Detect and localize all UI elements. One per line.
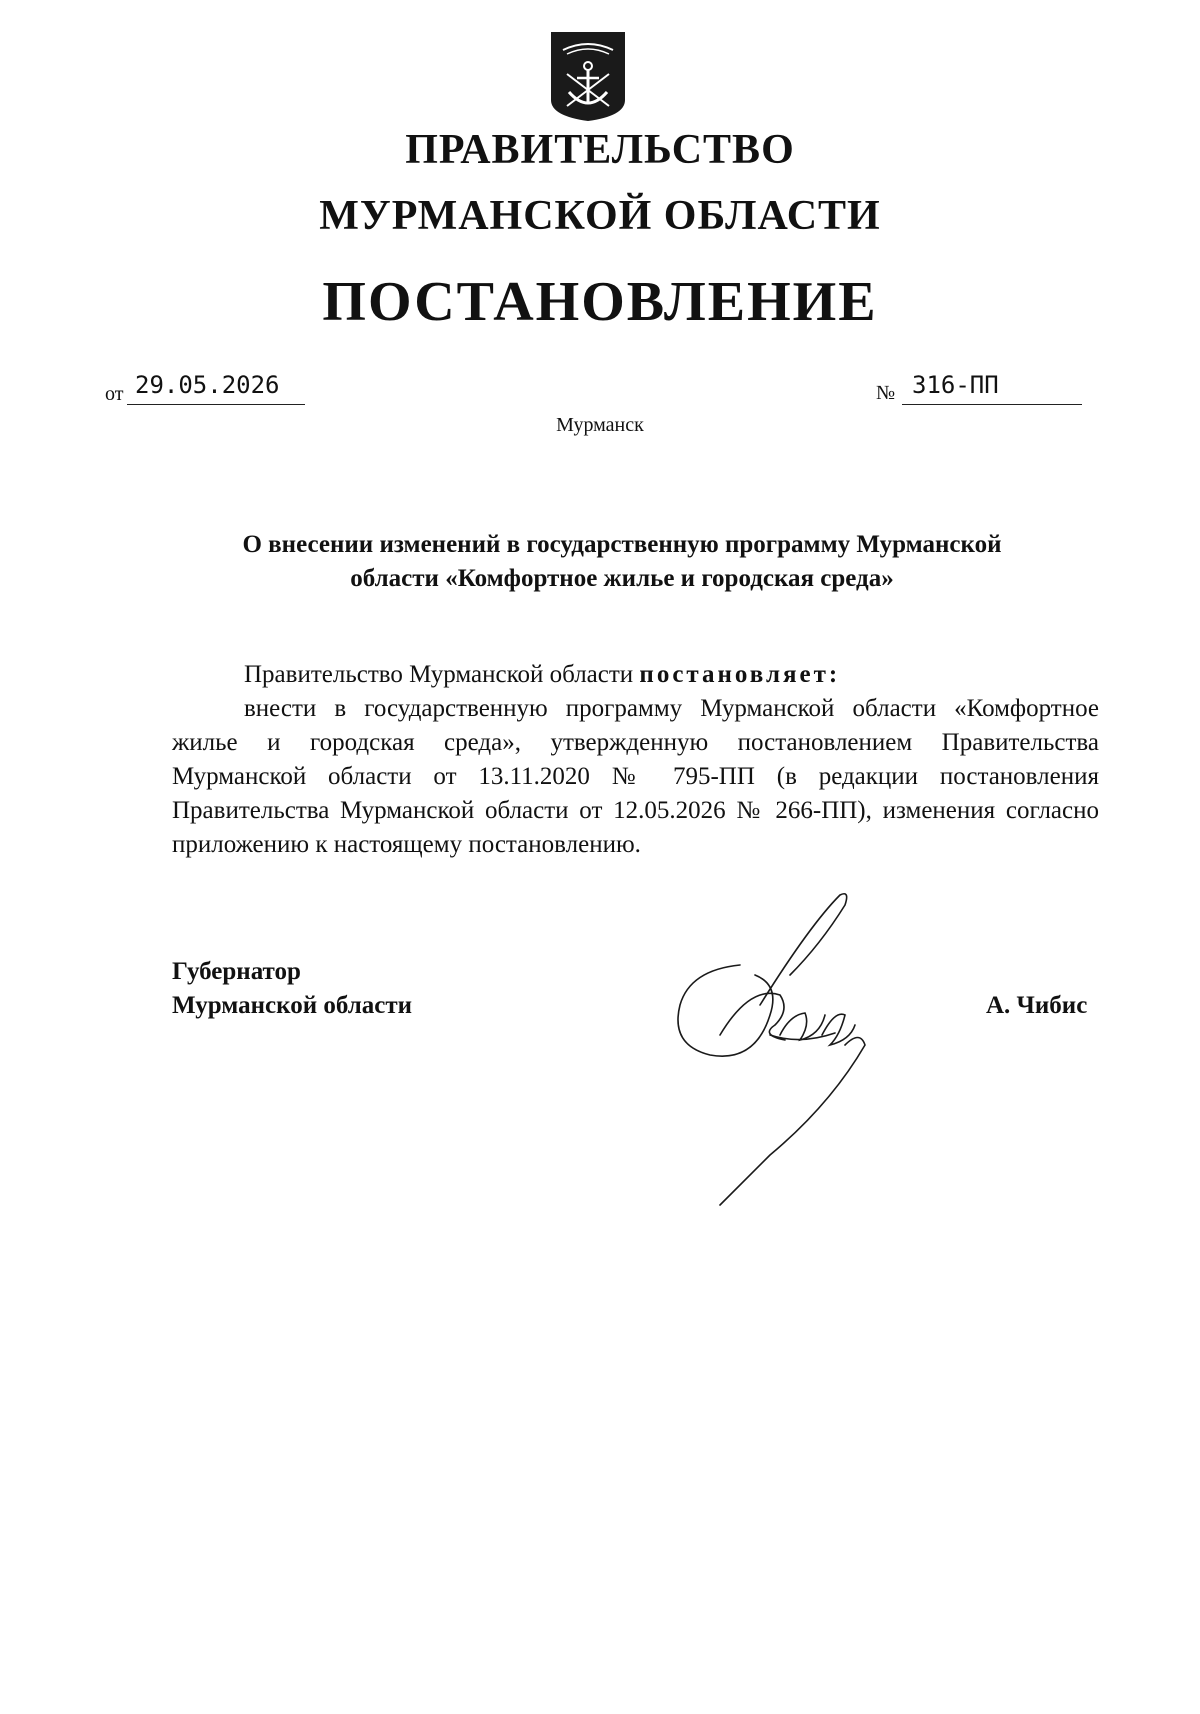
document-body xyxy=(172,658,1099,862)
position-line-1: Губернатор xyxy=(172,958,301,985)
lead-text: Правительство Мурманской области xyxy=(244,661,634,688)
title-line-2: области «Комфортное жилье и городская среда» xyxy=(350,565,894,592)
date-label: от xyxy=(105,383,124,405)
government-name-line2: МУРМАНСКОЙ ОБЛАСТИ xyxy=(319,193,881,239)
resolution-lead xyxy=(172,658,1099,692)
city: Мурманск xyxy=(556,414,644,436)
document-date: 29.05.2026 xyxy=(127,370,305,405)
title-line-1: О внесении изменений в государственную программу Мурманской xyxy=(242,531,1002,558)
signatory-position xyxy=(172,955,412,1023)
document-type: ПОСТАНОВЛЕНИЕ xyxy=(322,271,878,333)
resolution-paragraph: внести в государственную программу Мурманской области «Комфортное жилье и городская среда», утвержденную постановлением Правительства Мурманской области от 13.11.2020 № 795-ПП (в редакции постановления Правительства Мурманской области от 12.05.2026 № 266-ПП), изменения согласно приложению к настоящему постановлению. xyxy=(172,695,1099,858)
number-label: № xyxy=(876,382,896,404)
handwritten-signature xyxy=(660,885,900,1215)
lead-emphasis: постановляет: xyxy=(639,661,841,688)
document-number: 316-ПП xyxy=(902,370,1082,405)
signatory-name: А. Чибис xyxy=(986,992,1088,1019)
document-title xyxy=(172,528,1072,596)
position-line-2: Мурманской области xyxy=(172,992,413,1019)
coat-of-arms-icon xyxy=(549,30,627,123)
government-name-line1: ПРАВИТЕЛЬСТВО xyxy=(405,127,795,173)
